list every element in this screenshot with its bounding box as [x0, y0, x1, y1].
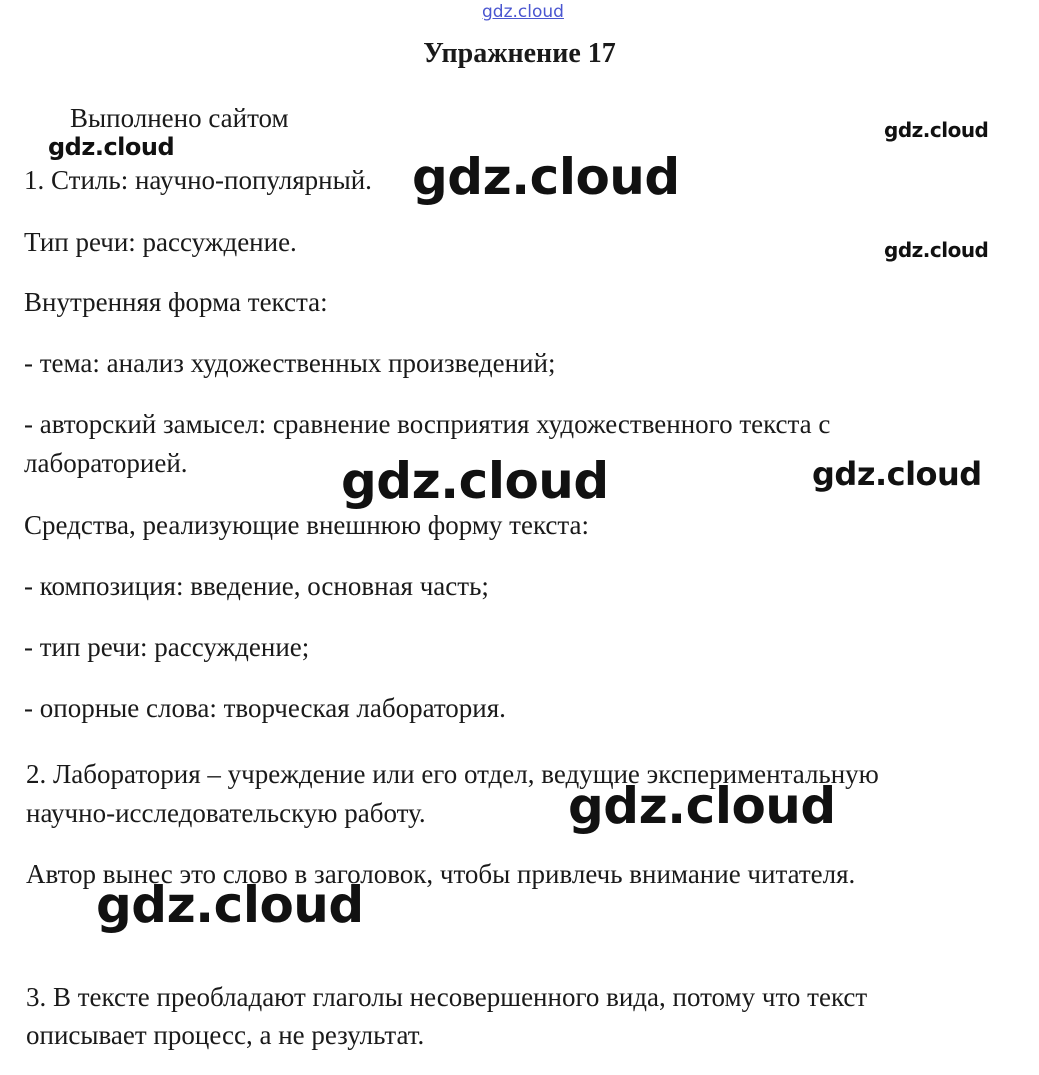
- style-line: 1. Стиль: научно-популярный.: [24, 165, 372, 195]
- verbs-line-1: 3. В тексте преобладают глаголы несовершенного вида, потому что текст: [26, 982, 868, 1012]
- watermark: gdz.cloud: [812, 455, 982, 493]
- watermark: gdz.cloud: [96, 876, 364, 934]
- intent-line-2: лабораторией.: [24, 448, 188, 478]
- watermark: gdz.cloud: [884, 238, 989, 262]
- top-site-link[interactable]: gdz.cloud: [482, 2, 564, 22]
- lab-definition-1: 2. Лаборатория – учреждение или его отдел, ведущие экспериментальную: [26, 759, 879, 789]
- speech-type-item: - тип речи: рассуждение;: [24, 632, 310, 662]
- inner-form-heading: Внутренняя форма текста:: [24, 287, 328, 317]
- speech-type-line: Тип речи: рассуждение.: [24, 227, 297, 257]
- watermark: gdz.cloud: [48, 133, 175, 161]
- outer-form-heading: Средства, реализующие внешнюю форму текста:: [24, 510, 589, 540]
- watermark: gdz.cloud: [884, 118, 989, 142]
- intent-line-1: - авторский замысел: сравнение восприятия художественного текста с: [24, 409, 831, 439]
- verbs-line-2: описывает процесс, а не результат.: [26, 1020, 425, 1050]
- watermark: gdz.cloud: [568, 777, 836, 835]
- composition-line: - композиция: введение, основная часть;: [24, 571, 489, 601]
- exercise-title: Упражнение 17: [423, 38, 616, 69]
- keywords-line: - опорные слова: творческая лаборатория.: [24, 693, 506, 723]
- lab-definition-2: научно-исследовательскую работу.: [26, 798, 426, 828]
- credit-text: Выполнено сайтом: [70, 103, 289, 133]
- watermark: gdz.cloud: [341, 452, 609, 510]
- watermark: gdz.cloud: [412, 148, 680, 206]
- author-title-line: Автор вынес это слово в заголовок, чтобы привлечь внимание читателя.: [26, 859, 856, 889]
- theme-line: - тема: анализ художественных произведений;: [24, 348, 556, 378]
